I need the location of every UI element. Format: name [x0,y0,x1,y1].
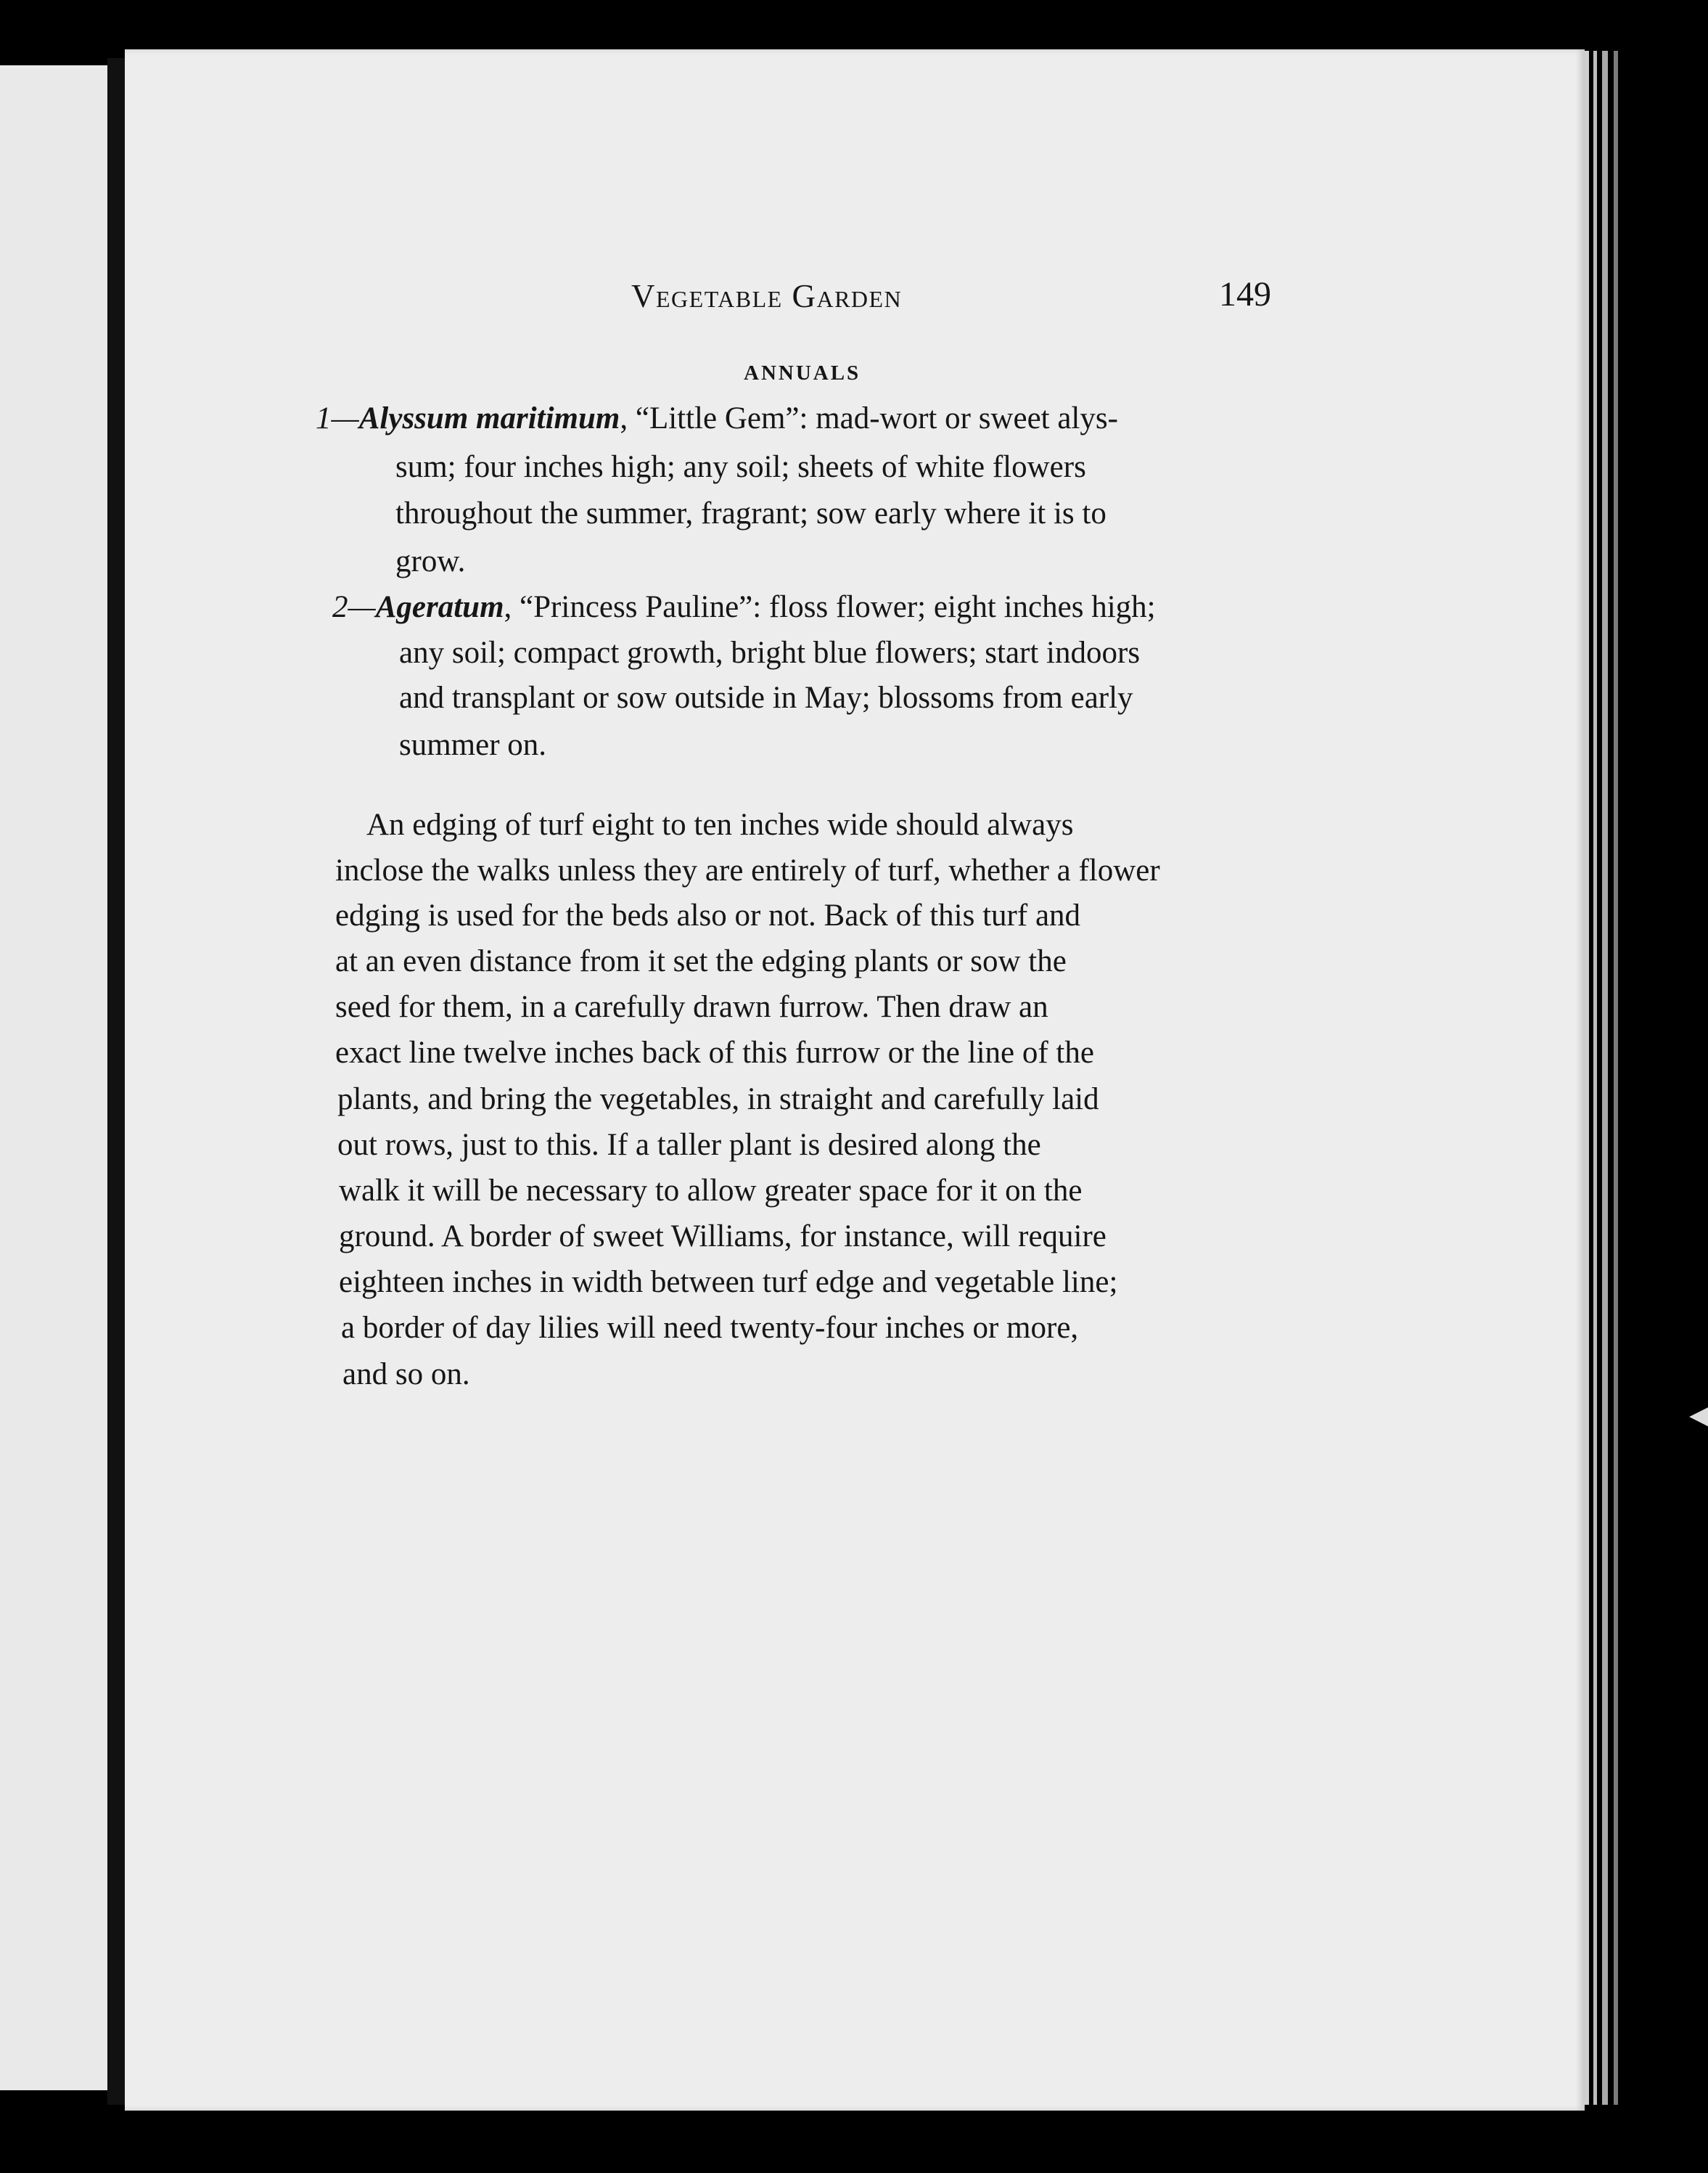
paragraph-line: eighteen inches in width between turf edge and vegetable line; [339,1265,1118,1299]
paragraph-line: exact line twelve inches back of this furrow or the line of the [335,1036,1094,1070]
paragraph-line: ground. A border of sweet Williams, for instance, will require [339,1219,1106,1253]
entry-line: grow. [395,544,466,578]
page-stack-edge [1593,51,1597,2105]
paragraph-line: a border of day lilies will need twenty-four inches or more, [341,1311,1079,1345]
paragraph-line: out rows, just to this. If a taller plant is desired along the [337,1128,1041,1162]
entry-line: throughout the summer, fragrant; sow early where it is to [395,496,1106,531]
page-number: 149 [1219,275,1271,314]
entry-text: , “Little Gem”: mad-wort or sweet alys- [620,401,1118,435]
paragraph-line: seed for them, in a carefully drawn furrow. Then draw an [335,990,1048,1024]
book-gutter [107,58,125,2105]
paragraph-line: and so on. [342,1357,470,1391]
entry-1-first-line [316,403,1118,434]
paragraph-line: at an even distance from it set the edging plants or sow the [335,944,1067,978]
plant-name: Ageratum [375,590,504,624]
plant-name: Alyssum maritimum [358,401,620,435]
page-stack-edge [1602,51,1608,2105]
entry-text: , “Princess Pauline”: floss flower; eight inches high; [504,590,1156,624]
entry-line: any soil; compact growth, bright blue flowers; start indoors [399,636,1141,670]
entry-line: summer on. [399,728,547,762]
page-stack-edge [1585,51,1589,2105]
entry-number: 1— [316,401,359,435]
paragraph-line: inclose the walks unless they are entirely of turf, whether a flower [335,854,1160,888]
scan-artifact: ◀ [1689,1401,1708,1430]
entry-2-first-line [332,592,1156,623]
paragraph-line: edging is used for the beds also or not. Back of this turf and [335,899,1081,933]
section-title: ANNUALS [744,361,861,385]
page-stack-edge [1614,51,1618,2105]
entry-line: sum; four inches high; any soil; sheets of white flowers [395,450,1086,484]
paragraph-line: walk it will be necessary to allow greater space for it on the [339,1174,1083,1208]
running-head: Vegetable Garden [631,278,903,314]
facing-page-edge [0,65,107,2090]
book-page [125,49,1585,2111]
paragraph-line: An edging of turf eight to ten inches wide should always [366,808,1074,842]
paragraph-line: plants, and bring the vegetables, in straight and carefully laid [337,1082,1099,1116]
entry-number: 2— [332,590,376,624]
entry-line: and transplant or sow outside in May; blossoms from early [399,681,1133,715]
